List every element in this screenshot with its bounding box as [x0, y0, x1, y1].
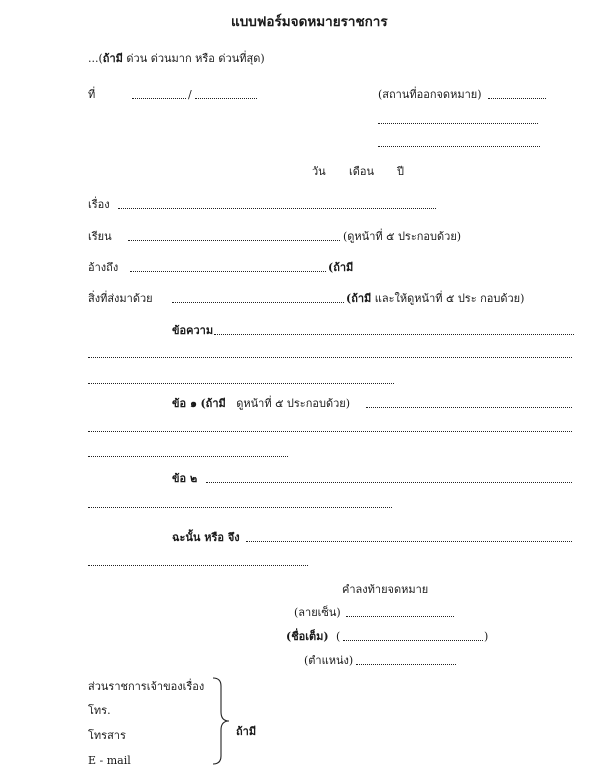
conclusion-label: ฉะนั้น หรือ จึง — [172, 531, 240, 544]
item1-if-any: (ถ้ามี — [200, 397, 226, 410]
sender-place-dots-2 — [378, 123, 538, 124]
ref-no-label: ที่ — [88, 88, 96, 101]
enclosures-label: สิ่งที่ส่งมาด้วย — [88, 292, 153, 305]
item1-label: ข้อ ๑ — [172, 397, 197, 410]
enclosures-note — [346, 293, 524, 304]
to-dots — [128, 240, 340, 241]
item1-dots-2 — [88, 431, 572, 432]
to-note: (ดูหน้าที่ ๕ ประกอบด้วย) — [343, 230, 462, 243]
date-day: วัน — [312, 165, 326, 178]
full-name-paren-open: ( — [336, 630, 341, 643]
position-dots — [356, 664, 456, 665]
complimentary-close: คำลงท้ายจดหมาย — [342, 583, 429, 596]
date-month: เดือน — [349, 165, 375, 178]
ref-no-slash: / — [188, 88, 192, 101]
sender-place-label: (สถานที่ออกจดหมาย) — [378, 88, 482, 101]
item1-note: ดูหน้าที่ ๕ ประกอบด้วย) — [236, 397, 351, 410]
reference-dots — [130, 271, 326, 272]
item2-dots-1 — [206, 482, 572, 483]
urgency-if-any: ถ้ามี — [102, 52, 123, 65]
full-name-label: (ชื่อเต็ม) — [286, 630, 329, 643]
to-label: เรียน — [88, 230, 112, 243]
agency-label: ส่วนราชการเจ้าของเรื่อง — [88, 680, 205, 693]
item2-label: ข้อ ๒ — [172, 472, 198, 485]
signature-dots — [346, 616, 454, 617]
reference-label: อ้างถึง — [88, 261, 119, 274]
item1-dots-1 — [366, 407, 572, 408]
signature-label: (ลายเซ็น) — [294, 606, 341, 619]
email-label: E - mail — [88, 754, 131, 767]
sender-place-dots-1 — [488, 98, 546, 99]
sender-place-dots-3 — [378, 146, 540, 147]
enclosures-note-rest: และให้ดูหน้าที่ ๕ ประ กอบด้วย) — [371, 292, 525, 305]
conclusion-dots-2 — [88, 565, 308, 566]
ref-no-dots-1 — [132, 98, 186, 99]
fax-label: โทรสาร — [88, 729, 126, 742]
reference-note: (ถ้ามี — [328, 261, 354, 274]
subject-dots — [118, 208, 436, 209]
urgency-line — [88, 53, 265, 64]
ref-no-dots-2 — [195, 98, 257, 99]
conclusion-dots-1 — [246, 541, 572, 542]
subject-label: เรื่อง — [88, 198, 110, 211]
enclosures-if-any: (ถ้ามี — [346, 292, 372, 305]
page-title: แบบฟอร์มจดหมายราชการ — [231, 14, 388, 30]
urgency-paren: ...( — [88, 52, 103, 65]
enclosures-dots — [172, 302, 344, 303]
tel-label: โทร. — [88, 704, 111, 717]
body-label: ข้อความ — [172, 324, 214, 337]
footer-if-any: ถ้ามี — [236, 725, 257, 738]
body-dots-2 — [88, 357, 572, 358]
item2-dots-2 — [88, 507, 392, 508]
curly-brace-icon — [210, 676, 232, 766]
item1-dots-3 — [88, 456, 288, 457]
body-dots-3 — [88, 383, 394, 384]
date-year: ปี — [397, 165, 404, 178]
item1-line — [172, 398, 350, 409]
full-name-paren-close: ) — [484, 630, 489, 643]
position-label: (ตำแหน่ง) — [304, 654, 354, 667]
full-name-dots — [343, 640, 483, 641]
urgency-options: ด่วน ด่วนมาก หรือ ด่วนที่สุด) — [122, 52, 265, 65]
body-dots-1 — [214, 334, 574, 335]
